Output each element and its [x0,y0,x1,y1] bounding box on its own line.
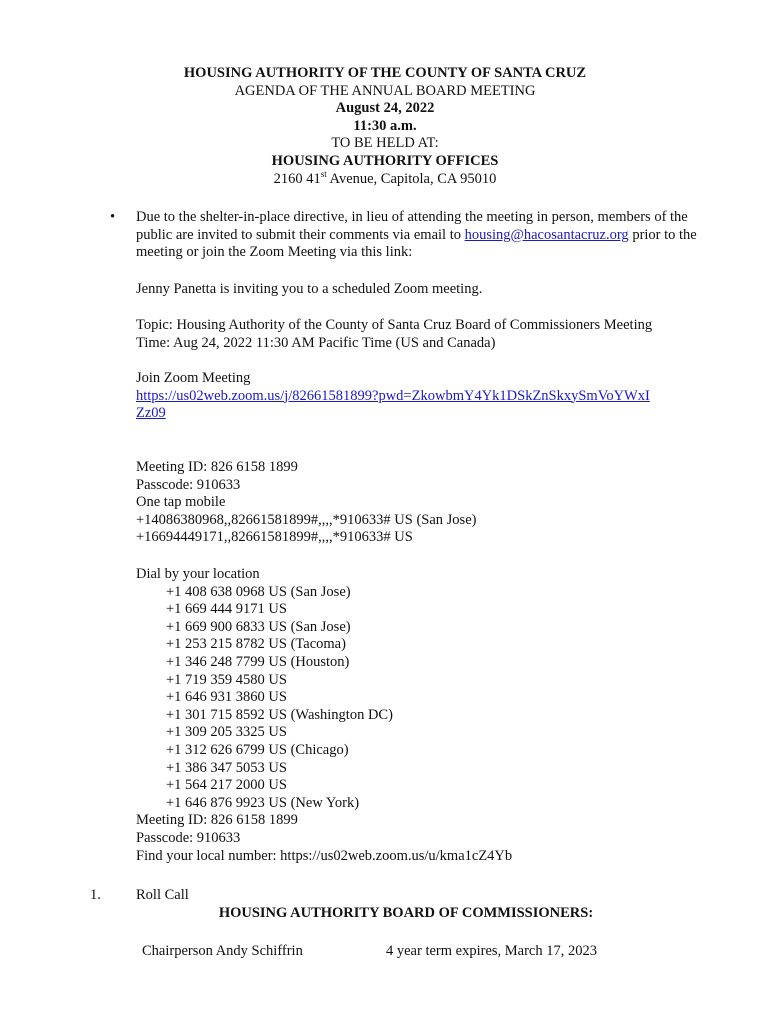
bullet-text: Due to the shelter-in-place directive, in lieu of attending the meeting in person, members of the public are invited to submit their comments via email to housing@hacosantacruz.org prior to the meeting or join the Zoom Meeting via this link: [136,209,697,261]
held-at-label: TO BE HELD AT: [331,135,439,152]
time-line: Time: Aug 24, 2022 11:30 AM Pacific Time (US and Canada) [136,334,496,351]
org-title: HOUSING AUTHORITY OF THE COUNTY OF SANTA CRUZ [183,65,587,81]
member-term: 4 year term expires, March 17, 2023 [386,943,597,959]
email-link[interactable]: housing@hacosantacruz.org [464,226,629,243]
meeting-time: 11:30 a.m. [353,117,417,134]
dial-number: +1 309 205 3325 US [166,724,287,741]
topic-line: Topic: Housing Authority of the County of Santa Cruz Board of Commissioners Meeting [136,317,653,333]
dial-number: +1 346 248 7799 US (Houston) [166,653,350,670]
dial-number: +1 564 217 2000 US [166,777,287,794]
topic-block [136,317,696,352]
invite-text: Jenny Panetta is inviting you to a scheduled Zoom meeting. [136,281,483,297]
agenda-header [0,65,770,188]
tap-number-1: +14086380968,,82661581899#,,,,*910633# US (San Jose) [136,511,477,528]
public-comment-bullet [112,209,702,262]
one-tap-label: One tap mobile [136,494,226,511]
join-label: Join Zoom Meeting [136,370,251,386]
meeting-id-repeat: Meeting ID: 826 6158 1899 [136,812,298,829]
member-name: Chairperson Andy Schiffrin [142,943,303,959]
dial-number: +1 646 931 3860 US [166,689,287,706]
meeting-date: August 24, 2022 [335,100,435,117]
dial-block [136,566,696,865]
item-number: 1. [90,887,101,903]
dial-number: +1 669 444 9171 US [166,601,287,618]
passcode-repeat: Passcode: 910633 [136,829,241,846]
dial-number: +1 646 876 9923 US (New York) [166,794,360,811]
bullet-icon: • [110,209,116,225]
meeting-id: Meeting ID: 826 6158 1899 [136,459,298,475]
venue-address: 2160 41st Avenue, Capitola, CA 95010 [273,168,497,187]
tap-number-2: +16694449171,,82661581899#,,,,*910633# US [136,529,413,546]
dial-label: Dial by your location [136,566,260,582]
passcode: Passcode: 910633 [136,476,241,493]
dial-number: +1 408 638 0968 US (San Jose) [166,583,351,600]
dial-number: +1 669 900 6833 US (San Jose) [166,618,351,635]
dial-number: +1 312 626 6799 US (Chicago) [166,741,349,758]
zoom-join-link[interactable]: https://us02web.zoom.us/j/82661581899?pwd=ZkowbmY4Yk1DSkZnSkxySmVoYWxI [136,387,650,404]
board-heading: HOUSING AUTHORITY BOARD OF COMMISSIONERS: [218,905,594,921]
local-number-line: Find your local number: https://us02web.zoom.us/u/kma1cZ4Yb [136,847,513,864]
dial-number: +1 719 359 4580 US [166,671,287,688]
dial-number: +1 386 347 5053 US [166,759,287,776]
dial-number: +1 253 215 8782 US (Tacoma) [166,636,346,653]
join-block [136,370,696,423]
agenda-title: AGENDA OF THE ANNUAL BOARD MEETING [234,82,536,99]
meeting-details [136,459,696,547]
zoom-join-link-cont[interactable]: Zz09 [136,405,166,422]
dial-number: +1 301 715 8592 US (Washington DC) [166,706,393,723]
venue-name: HOUSING AUTHORITY OFFICES [271,152,499,169]
item-title: Roll Call [136,887,189,903]
